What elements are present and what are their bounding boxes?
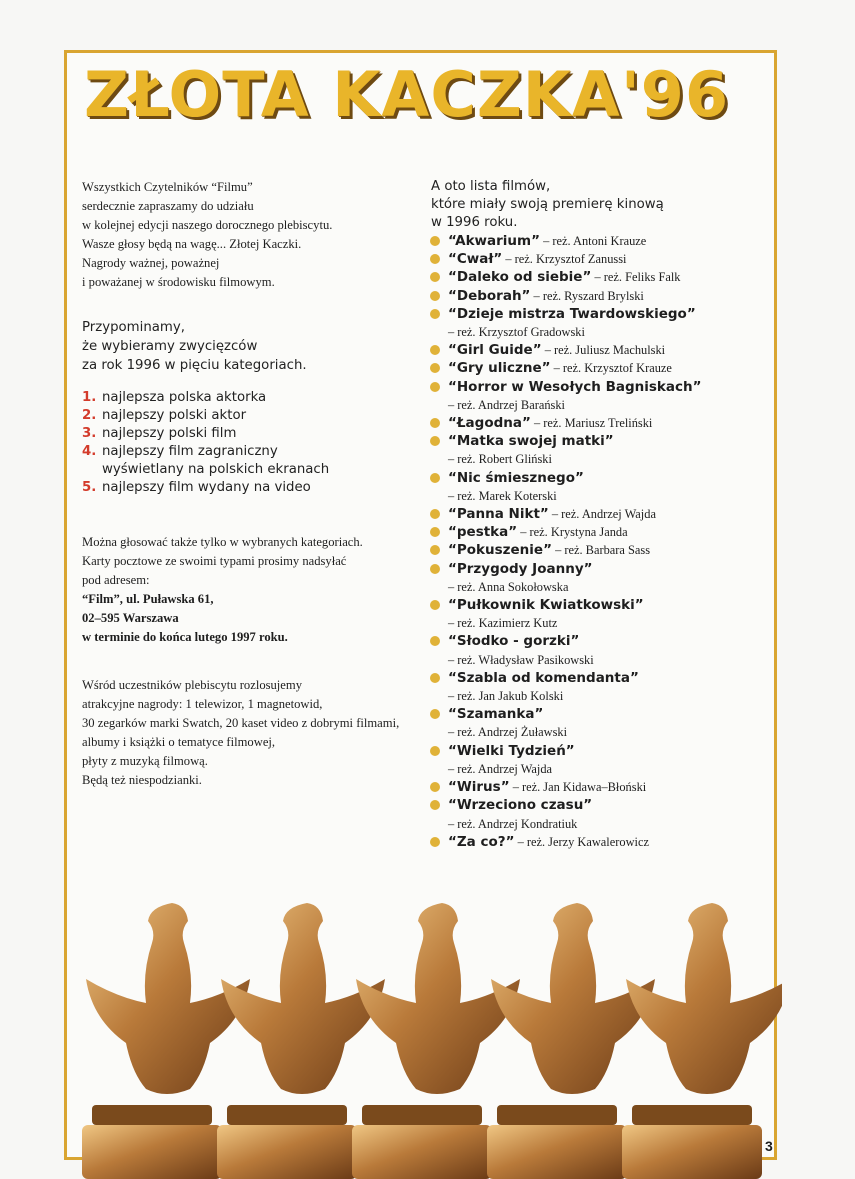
- bullet-icon: [430, 509, 440, 519]
- category-item: [82, 389, 402, 407]
- film-list-item: [429, 560, 774, 596]
- prize-line: Wśród uczestników plebiscytu rozlosujemy: [82, 678, 302, 692]
- film-director: – reż. Andrzej Wajda: [551, 507, 656, 522]
- film-title: “Szabla od komendanta”: [448, 669, 639, 686]
- film-director: – reż. Jerzy Kawalerowicz: [517, 834, 649, 849]
- film-title: “Cwał”: [448, 251, 503, 268]
- bullet-icon: [430, 272, 440, 282]
- film-director: – reż. Antoni Krauze: [543, 234, 647, 248]
- bullet-icon: [430, 600, 440, 610]
- voting-instructions: [82, 533, 402, 647]
- film-title: “Panna Nikt”: [448, 506, 549, 523]
- film-list-item: [429, 669, 774, 705]
- film-title: “Wirus”: [448, 779, 510, 796]
- film-list-item: [429, 523, 774, 541]
- golden-duck-trophies-image: [72, 895, 782, 1179]
- film-director: – reż. Juliusz Machulski: [544, 343, 666, 358]
- film-list-heading: [431, 178, 751, 232]
- bullet-icon: [430, 782, 440, 792]
- film-director: – reż. Krzysztof Gradowski: [448, 325, 585, 340]
- film-title: “Girl Guide”: [448, 342, 542, 359]
- film-director: – reż. Robert Gliński: [448, 452, 552, 467]
- category-number: 5.: [82, 480, 97, 495]
- bullet-icon: [430, 345, 440, 355]
- film-list: [429, 232, 774, 851]
- film-title: “Daleko od siebie”: [448, 269, 592, 286]
- page-number: 3: [765, 1138, 773, 1154]
- intro-paragraph: [82, 178, 392, 292]
- intro-line: serdecznie zapraszamy do udziału: [82, 199, 254, 213]
- address-line: “Film”, ul. Puławska 61,: [82, 592, 214, 606]
- category-number: 3.: [82, 426, 97, 441]
- bullet-icon: [430, 800, 440, 810]
- film-director: – reż. Władysław Pasikowski: [448, 652, 594, 667]
- bullet-icon: [430, 236, 440, 246]
- bullet-icon: [430, 291, 440, 301]
- film-title: “Przygody Joanny”: [448, 560, 593, 577]
- film-list-item: [429, 705, 774, 741]
- reminder-heading: [82, 318, 392, 375]
- prize-line: Będą też niespodzianki.: [82, 773, 202, 787]
- film-list-item: [429, 541, 774, 559]
- vote-line: Można głosować także tylko w wybranych kategoriach.: [82, 535, 363, 549]
- category-label: najlepszy polski film: [102, 426, 237, 441]
- category-label: najlepszy polski aktor: [102, 408, 247, 423]
- bullet-icon: [430, 418, 440, 428]
- vote-line: pod adresem:: [82, 573, 150, 587]
- film-title: “Łagodna”: [448, 415, 531, 432]
- vote-line: Karty pocztowe ze swoimi typami prosimy nadsyłać: [82, 554, 347, 568]
- address-line: 02–595 Warszawa: [82, 611, 179, 625]
- film-title: “Pokuszenie”: [448, 542, 552, 559]
- bullet-icon: [430, 363, 440, 373]
- film-director: – reż. Jan Kidawa–Błoński: [512, 780, 647, 795]
- film-title: “Szamanka”: [448, 706, 544, 723]
- film-director: – reż. Mariusz Treliński: [533, 416, 653, 431]
- category-label: najlepszy film zagraniczny: [102, 444, 278, 459]
- film-title: “Akwarium”: [448, 233, 540, 249]
- film-list-item: [429, 414, 774, 432]
- film-title: “pestka”: [448, 524, 518, 541]
- category-number: 1.: [82, 390, 97, 405]
- category-item: [82, 407, 402, 425]
- bullet-icon: [430, 436, 440, 446]
- category-item: [82, 443, 402, 461]
- film-director: – reż. Anna Sokołowska: [448, 579, 569, 594]
- film-list-item: [429, 232, 774, 250]
- category-item: [82, 461, 402, 479]
- film-title: “Wielki Tydzień”: [448, 742, 575, 759]
- film-title: “Pułkownik Kwiatkowski”: [448, 597, 644, 614]
- bullet-icon: [430, 545, 440, 555]
- film-director: – reż. Andrzej Żuławski: [448, 725, 568, 740]
- film-director: – reż. Feliks Falk: [594, 270, 681, 285]
- intro-line: i poważanej w środowisku filmowym.: [82, 275, 275, 289]
- intro-line: Wasze głosy będą na wagę... Złotej Kaczki.: [82, 237, 302, 251]
- film-list-item: [429, 268, 774, 286]
- film-title: “Nic śmiesznego”: [448, 469, 584, 486]
- bullet-icon: [430, 564, 440, 574]
- bullet-icon: [430, 709, 440, 719]
- bullet-icon: [430, 382, 440, 392]
- bullet-icon: [430, 473, 440, 483]
- intro-line: Wszystkich Czytelników “Filmu”: [82, 180, 253, 194]
- page-title: ZŁOTA KACZKA'96: [84, 58, 730, 131]
- category-label: najlepszy film wydany na video: [102, 480, 311, 495]
- category-item: [82, 479, 402, 497]
- bullet-icon: [430, 636, 440, 646]
- reminder-line: za rok 1996 w pięciu kategoriach.: [82, 358, 307, 373]
- bullet-icon: [430, 673, 440, 683]
- film-list-item: [429, 250, 774, 268]
- film-list-item: [429, 796, 774, 832]
- film-list-item: [429, 469, 774, 505]
- category-item: [82, 425, 402, 443]
- bullet-icon: [430, 254, 440, 264]
- list-head-line: A oto lista filmów,: [431, 179, 551, 194]
- film-list-item: [429, 432, 774, 468]
- film-title: “Wrzeciono czasu”: [448, 797, 593, 814]
- category-number: 4.: [82, 444, 97, 459]
- prize-line: albumy i książki o tematyce filmowej,: [82, 735, 276, 749]
- list-head-line: które miały swoją premierę kinową: [431, 197, 664, 212]
- film-list-item: [429, 833, 774, 851]
- bullet-icon: [430, 837, 440, 847]
- prizes-paragraph: [82, 676, 412, 790]
- film-director: – reż. Barbara Sass: [555, 543, 651, 558]
- film-director: – reż. Krystyna Janda: [520, 525, 628, 540]
- film-title: “Za co?”: [448, 833, 515, 850]
- film-director: – reż. Kazimierz Kutz: [448, 616, 558, 631]
- bullet-icon: [430, 309, 440, 319]
- film-list-item: [429, 778, 774, 796]
- film-list-item: [429, 359, 774, 377]
- film-title: “Horror w Wesołych Bagniskach”: [448, 378, 702, 395]
- film-director: – reż. Ryszard Brylski: [533, 288, 644, 303]
- film-list-item: [429, 632, 774, 668]
- category-number: [82, 461, 102, 479]
- film-director: – reż. Marek Koterski: [448, 488, 557, 503]
- film-director: – reż. Andrzej Barański: [448, 397, 565, 412]
- category-label: najlepsza polska aktorka: [102, 390, 267, 405]
- film-list-item: [429, 305, 774, 341]
- film-list-item: [429, 505, 774, 523]
- film-title: “Matka swojej matki”: [448, 433, 614, 450]
- prize-line: płyty z muzyką filmową.: [82, 754, 208, 768]
- film-list-item: [429, 596, 774, 632]
- intro-line: Nagrody ważnej, poważnej: [82, 256, 220, 270]
- bullet-icon: [430, 746, 440, 756]
- reminder-line: że wybieramy zwycięzców: [82, 339, 258, 354]
- list-head-line: w 1996 roku.: [431, 215, 518, 230]
- film-director: – reż. Andrzej Kondratiuk: [448, 816, 578, 831]
- prize-line: atrakcyjne nagrody: 1 telewizor, 1 magnetowid,: [82, 697, 323, 711]
- film-list-item: [429, 287, 774, 305]
- reminder-line: Przypominamy,: [82, 320, 185, 335]
- film-title: “Gry uliczne”: [448, 360, 551, 377]
- film-director: – reż. Krzysztof Zanussi: [505, 252, 627, 267]
- deadline-line: w terminie do końca lutego 1997 roku.: [82, 630, 288, 644]
- film-director: – reż. Krzysztof Krauze: [553, 361, 672, 376]
- film-list-item: [429, 742, 774, 778]
- bullet-icon: [430, 527, 440, 537]
- prize-line: 30 zegarków marki Swatch, 20 kaset video z dobrymi filmami,: [82, 716, 400, 730]
- film-title: “Dzieje mistrza Twardowskiego”: [448, 305, 696, 322]
- category-number: 2.: [82, 408, 97, 423]
- category-label: wyświetlany na polskich ekranach: [102, 462, 330, 477]
- film-title: “Deborah”: [448, 287, 531, 304]
- film-director: – reż. Andrzej Wajda: [448, 761, 553, 776]
- film-director: – reż. Jan Jakub Kolski: [448, 689, 564, 704]
- film-list-item: [429, 341, 774, 359]
- film-list-item: [429, 378, 774, 414]
- intro-line: w kolejnej edycji naszego dorocznego plebiscytu.: [82, 218, 333, 232]
- film-title: “Słodko - gorzki”: [448, 633, 580, 650]
- category-list: [82, 389, 402, 497]
